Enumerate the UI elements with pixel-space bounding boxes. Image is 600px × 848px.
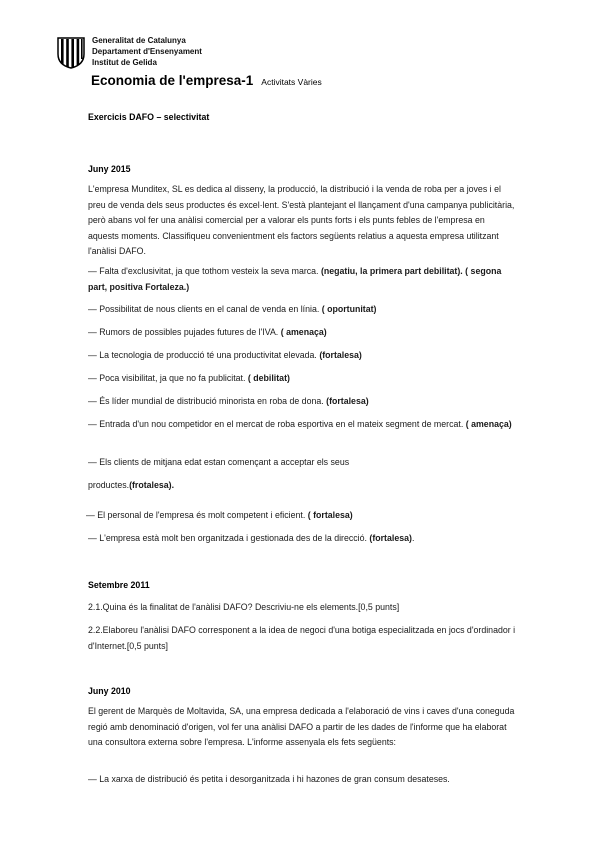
organization-block <box>92 35 202 68</box>
item-4-text: — La tecnologia de producció té una productivitat elevada. <box>88 350 317 360</box>
item-7-answer: ( amenaça) <box>465 419 512 429</box>
juny2010-intro: El gerent de Marquès de Moltavida, SA, una empresa dedicada a l'elaboració de vins i caves d'una coneguda regió amb denominació d'origen, vol fer una anàlisi DAFO a partir de les dades de l'informe que ha elaborat una consultora externa sobre l'empresa. L'informe assenyala els fets següents: <box>88 706 515 747</box>
setembre2011-question-2: 2.2.Elaboreu l'anàlisi DAFO corresponent a la idea de negoci d'una botiga especialitzada en jocs d'ordinador i d'Internet.[0,5 punts] <box>88 625 516 651</box>
juny2015-item-4 <box>88 348 518 364</box>
item-2-answer: ( oportunitat) <box>321 304 377 314</box>
juny2015-item-9 <box>86 508 518 524</box>
item-8-text: productes. <box>88 480 130 490</box>
item-9-answer: ( fortalesa) <box>307 510 353 520</box>
item-5-answer: ( debilitat) <box>247 373 290 383</box>
item-10-end: . <box>411 533 415 543</box>
juny2015-intro: L'empresa Munditex, SL es dedica al disseny, la producció, la distribució i la venda de roba per a joves i el preu de venda dels seus productes és excel·lent. S'està plantejant el llançament d'una campanya publicitària, però abans vol fer una anàlisi comercial per a valorar els punts forts i els punts febles de l'empresa en aquests moments. Classifiqueu convenientment els factors següents relatius a aquesta empresa utilitzant l'anàlisi DAFO. <box>88 184 515 256</box>
org-line-1: Generalitat de Catalunya <box>92 36 186 45</box>
item-8-answer: (frotalesa). <box>129 480 175 490</box>
section-title: Exercicis DAFO – selectivitat <box>88 112 210 122</box>
subtitle-text: Activitats Vàries <box>261 77 322 87</box>
heading-juny-2015: Juny 2015 <box>88 164 131 174</box>
item-1-answer-2: ( segona part, positiva Fortaleza.) <box>88 266 502 292</box>
title-text: Economia de l'empresa-1 <box>91 73 254 88</box>
item-5-text: — Poca visibilitat, ja que no fa publicitat. <box>88 373 246 383</box>
juny2015-item-7 <box>88 417 518 433</box>
generalitat-logo-icon <box>56 37 86 69</box>
document-title <box>91 73 322 88</box>
juny2015-item-6 <box>88 394 518 410</box>
juny2010-item-1: — La xarxa de distribució és petita i desorganitzada i hi hazones de gran consum desateses. <box>88 774 450 784</box>
item-2-text: — Possibilitat de nous clients en el canal de venda en línia. <box>88 304 320 314</box>
item-6-answer: (fortalesa) <box>326 396 369 406</box>
juny2015-item-5 <box>88 371 518 387</box>
item-3-text: — Rumors de possibles pujades futures de l'IVA. <box>88 327 279 337</box>
item-9-text: — El personal de l'empresa és molt competent i eficient. <box>86 510 306 520</box>
juny2015-item-2 <box>88 302 518 318</box>
juny2015-item-1 <box>88 264 518 295</box>
item-7-text: — Entrada d'un nou competidor en el mercat de roba esportiva en el mateix segment de mercat. <box>88 419 464 429</box>
juny2015-item-3 <box>88 325 518 341</box>
item-1-answer: (negatiu, la primera part debilitat). <box>320 266 463 276</box>
heading-juny-2010: Juny 2010 <box>88 686 131 696</box>
item-3-answer: ( amenaça) <box>280 327 327 337</box>
org-line-2: Departament d'Ensenyament <box>92 47 202 56</box>
juny2015-item-10 <box>88 531 518 547</box>
item-10-text: — L'empresa està molt ben organitzada i gestionada des de la direcció. <box>88 533 367 543</box>
heading-setembre-2011: Setembre 2011 <box>88 580 150 590</box>
setembre2011-question-1: 2.1.Quina és la finalitat de l'anàlisi DAFO? Descriviu-ne els elements.[0,5 punts] <box>88 602 400 612</box>
item-4-answer: (fortalesa) <box>319 350 362 360</box>
item-10-answer: (fortalesa) <box>369 533 412 543</box>
item-6-text: — És líder mundial de distribució minorista en roba de dona. <box>88 396 324 406</box>
juny2015-item-8-line-1: — Els clients de mitjana edat estan començant a acceptar els seus <box>88 457 350 467</box>
org-line-3: Institut de Gelida <box>92 58 157 67</box>
juny2015-item-8-line-2 <box>88 478 518 494</box>
item-1-text: — Falta d'exclusivitat, ja que tothom vesteix la seva marca. <box>88 266 319 276</box>
